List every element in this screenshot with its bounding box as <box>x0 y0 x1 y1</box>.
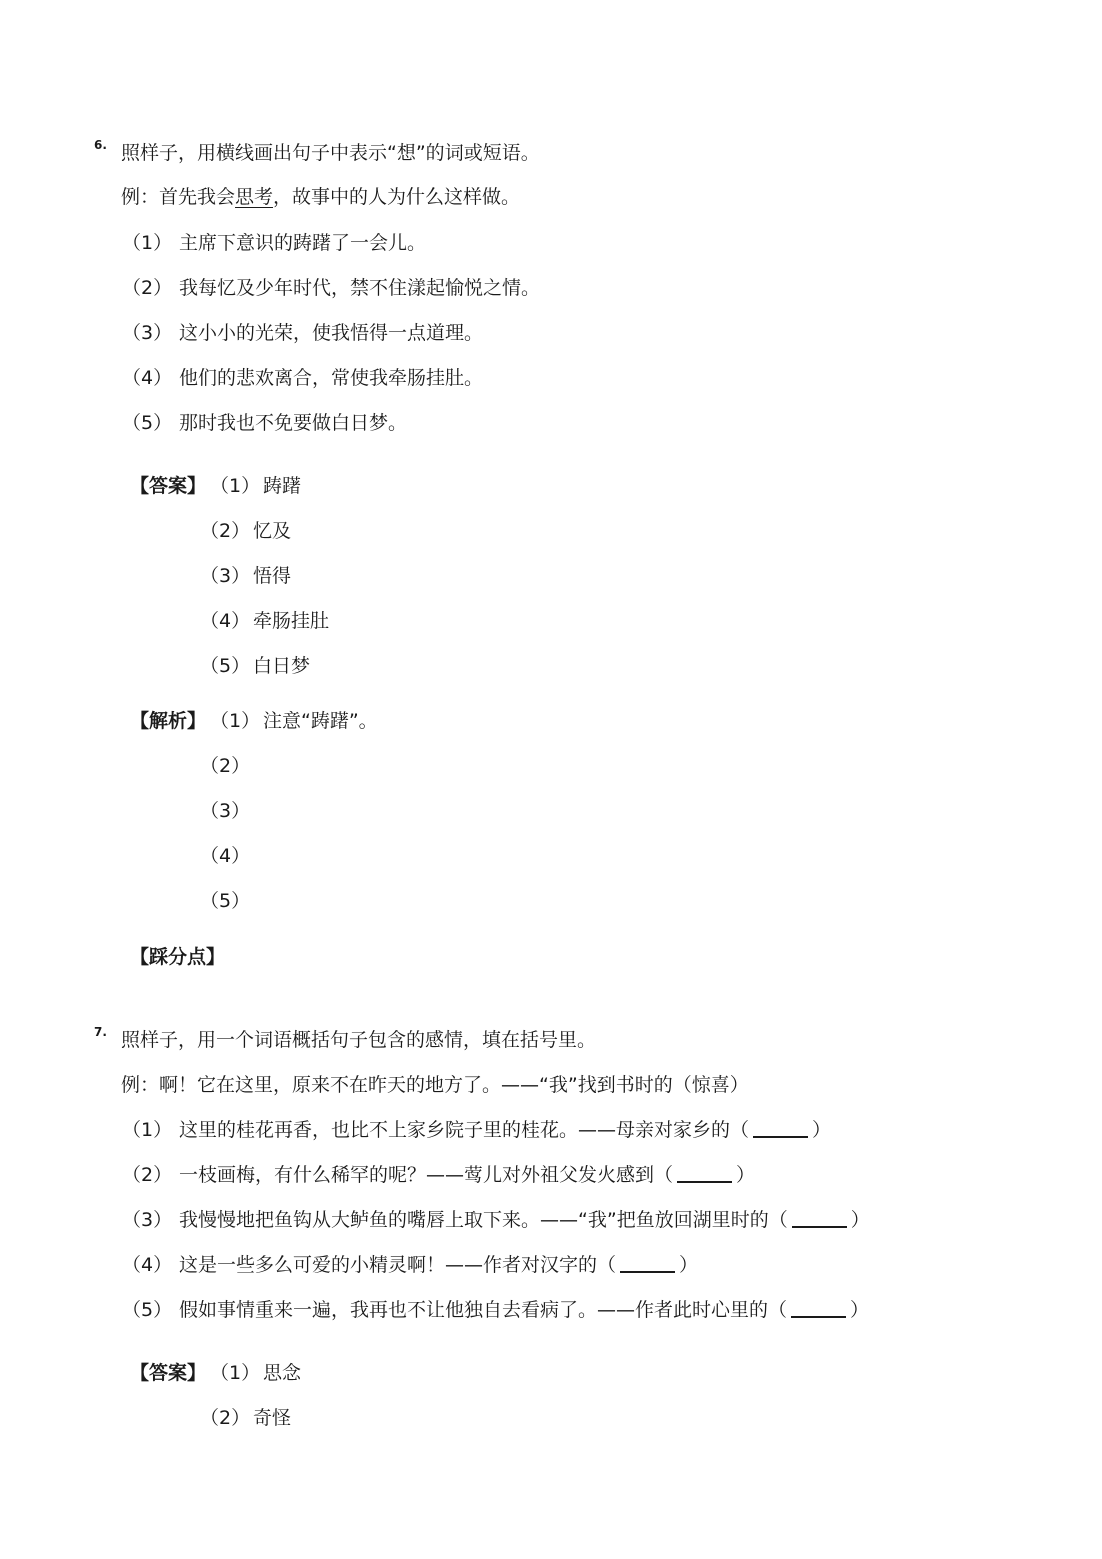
analysis-number: （1） <box>210 710 261 732</box>
example-suffix: ，故事中的人为什么这样做。 <box>273 186 521 208</box>
analysis-number: （3） <box>200 800 251 822</box>
answer-text: 白日梦 <box>253 655 311 677</box>
item-number: （5） <box>122 412 173 434</box>
answer-number: （3） <box>200 565 251 587</box>
list-item <box>122 1298 869 1322</box>
answer-blank[interactable] <box>677 1165 732 1183</box>
analysis-number: （2） <box>200 755 251 777</box>
item-text: 假如事情重来一遍，我再也不让他独自去看病了。——作者此时心里的（ <box>179 1299 788 1321</box>
item-text: 那时我也不免要做白日梦。 <box>179 412 408 434</box>
item-number: （3） <box>122 1209 173 1231</box>
question-prompt: 照样子，用横线画出句子中表示“想”的词或短语。 <box>121 142 540 164</box>
item-close: ） <box>736 1164 756 1186</box>
answer-item <box>200 564 291 588</box>
item-number: （2） <box>122 1164 173 1186</box>
answer-number: （1） <box>210 475 261 497</box>
question-number: 6. <box>94 138 107 152</box>
analysis-number: （4） <box>200 845 251 867</box>
answer-text: 踌躇 <box>263 475 302 497</box>
answer-blank[interactable] <box>792 1210 847 1228</box>
answer-item <box>200 609 329 633</box>
item-number: （1） <box>122 1119 173 1141</box>
question-prompt: 照样子，用一个词语概括句子包含的感情，填在括号里。 <box>121 1029 597 1051</box>
item-text: 这是一些多么可爱的小精灵啊！——作者对汉字的（ <box>179 1254 617 1276</box>
answer-number: （1） <box>210 1362 261 1384</box>
item-text: 这小小的光荣，使我悟得一点道理。 <box>179 322 484 344</box>
list-item <box>122 1163 755 1187</box>
answer-text: 牵肠挂肚 <box>253 610 330 632</box>
points-label: 【踩分点】 <box>130 946 226 968</box>
analysis-item <box>200 844 253 868</box>
item-close: ） <box>679 1254 699 1276</box>
example-prefix: 例：首先我会 <box>121 186 236 208</box>
analysis-item <box>210 709 378 733</box>
example-sentence <box>121 185 520 209</box>
list-item <box>122 1208 870 1232</box>
answer-number: （2） <box>200 520 251 542</box>
answer-text: 奇怪 <box>253 1407 292 1429</box>
list-item <box>122 411 407 435</box>
analysis-item <box>200 799 253 823</box>
answer-label: 【答案】 <box>130 475 207 497</box>
item-close: ） <box>850 1299 870 1321</box>
list-item <box>122 366 483 390</box>
answer-blank[interactable] <box>620 1255 675 1273</box>
list-item <box>122 231 426 255</box>
answer-item <box>210 1361 301 1385</box>
question-number: 7. <box>94 1025 107 1039</box>
answer-text: 思念 <box>263 1362 302 1384</box>
example-sentence: 例：啊！它在这里，原来不在昨天的地方了。——“我”找到书时的（惊喜） <box>121 1074 749 1096</box>
answer-blank[interactable] <box>791 1300 846 1318</box>
item-number: （4） <box>122 367 173 389</box>
answer-item <box>200 1406 291 1430</box>
item-number: （1） <box>122 232 173 254</box>
item-text: 我每忆及少年时代，禁不住漾起愉悦之情。 <box>179 277 541 299</box>
list-item <box>122 276 540 300</box>
answer-number: （2） <box>200 1407 251 1429</box>
answer-item <box>210 474 301 498</box>
item-text: 我慢慢地把鱼钩从大鲈鱼的嘴唇上取下来。——“我”把鱼放回湖里时的（ <box>179 1209 788 1231</box>
analysis-label: 【解析】 <box>130 710 207 732</box>
list-item <box>122 1118 831 1142</box>
item-text: 这里的桂花再香，也比不上家乡院子里的桂花。——母亲对家乡的（ <box>179 1119 750 1141</box>
answer-text: 忆及 <box>253 520 292 542</box>
analysis-number: （5） <box>200 890 251 912</box>
item-close: ） <box>850 1209 870 1231</box>
item-number: （2） <box>122 277 173 299</box>
item-text: 他们的悲欢离合，常使我牵肠挂肚。 <box>179 367 484 389</box>
item-number: （4） <box>122 1254 173 1276</box>
answer-label: 【答案】 <box>130 1362 207 1384</box>
analysis-text: 注意“踌躇”。 <box>263 710 378 732</box>
analysis-item <box>200 889 253 913</box>
answer-text: 悟得 <box>253 565 292 587</box>
analysis-item <box>200 754 253 778</box>
list-item <box>122 1253 698 1277</box>
item-number: （5） <box>122 1299 173 1321</box>
example-underlined-word: 思考 <box>235 186 274 208</box>
item-number: （3） <box>122 322 173 344</box>
answer-item <box>200 654 310 678</box>
item-text: 一枝画梅，有什么稀罕的呢？——莺儿对外祖父发火感到（ <box>179 1164 674 1186</box>
list-item <box>122 321 483 345</box>
answer-number: （5） <box>200 655 251 677</box>
item-close: ） <box>812 1119 832 1141</box>
answer-item <box>200 519 291 543</box>
answer-number: （4） <box>200 610 251 632</box>
answer-blank[interactable] <box>753 1120 808 1138</box>
item-text: 主席下意识的踌躇了一会儿。 <box>179 232 427 254</box>
